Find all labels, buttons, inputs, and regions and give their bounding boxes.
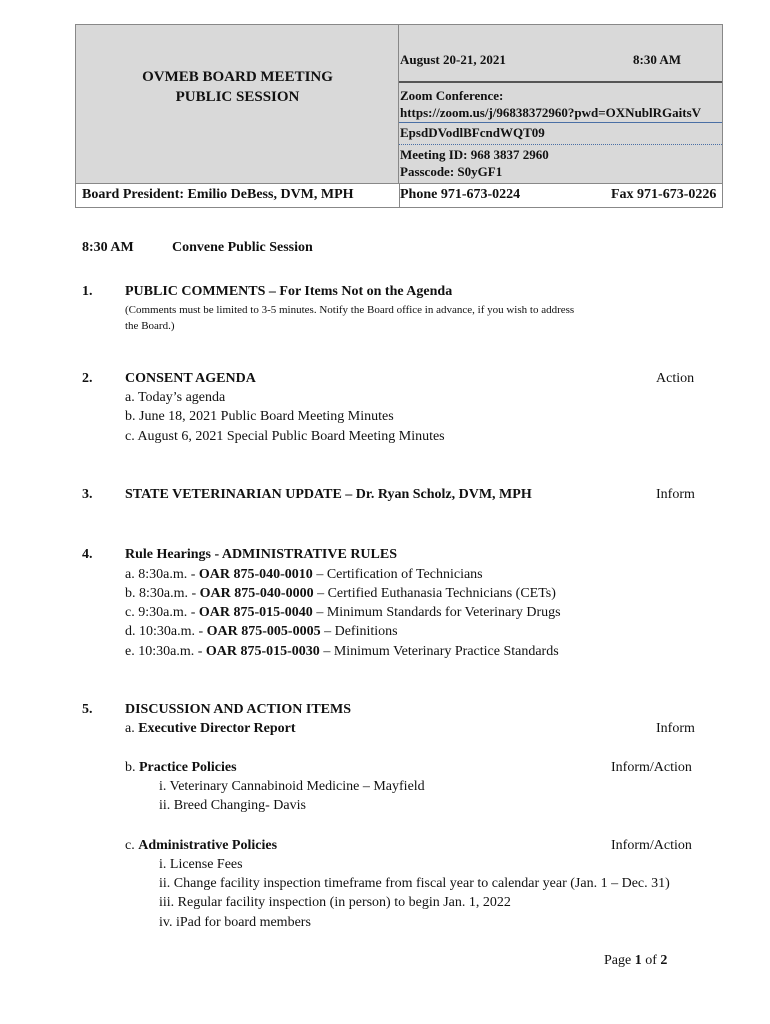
session-title: PUBLIC SESSION	[175, 89, 300, 105]
rule-item-code: OAR 875-005-0005	[206, 624, 321, 639]
header-table	[75, 24, 723, 208]
item-5c-title: Administrative Policies	[138, 838, 278, 853]
rule-item-desc: – Definitions	[320, 624, 398, 639]
phone-number: Phone 971-673-0224	[400, 187, 521, 202]
header-footer-divider	[399, 183, 400, 207]
item-2b: b. June 18, 2021 Public Board Meeting Minutes	[125, 409, 394, 424]
item-3-number: 3.	[82, 487, 93, 502]
rule-item-code: OAR 875-015-0040	[198, 605, 313, 620]
item-5c-status: Inform/Action	[611, 838, 692, 853]
item-1-number: 1.	[82, 284, 93, 299]
item-4-title: Rule Hearings - ADMINISTRATIVE RULES	[125, 547, 397, 562]
rule-item-time: c. 9:30a.m. -	[125, 605, 199, 620]
item-5a-title: Executive Director Report	[138, 721, 296, 736]
zoom-link-underline	[399, 122, 722, 123]
item-1-note-line1: (Comments must be limited to 3-5 minutes. Notify the Board office in advance, if you wish to address	[125, 304, 575, 316]
header-title-cell	[76, 25, 399, 183]
item-5-number: 5.	[82, 702, 93, 717]
rule-item	[125, 624, 398, 640]
item-5-title: DISCUSSION AND ACTION ITEMS	[125, 702, 352, 717]
item-5c-ii: ii. Change facility inspection timeframe from fiscal year to calendar year (Jan. 1 – Dec. 31)	[159, 876, 670, 891]
rule-item-desc: – Minimum Veterinary Practice Standards	[319, 644, 559, 659]
meeting-date: August 20-21, 2021	[400, 52, 506, 67]
page-total: 2	[660, 953, 668, 968]
item-5a-status: Inform	[656, 721, 695, 736]
item-2-status: Action	[656, 371, 695, 386]
convene-time: 8:30 AM	[82, 240, 134, 255]
item-5c-iii: iii. Regular facility inspection (in person) to begin Jan. 1, 2022	[159, 895, 511, 910]
item-5c-prefix: c.	[125, 838, 139, 853]
rule-item-time: e. 10:30a.m. -	[125, 644, 206, 659]
rule-item	[125, 567, 483, 583]
item-5a	[125, 721, 296, 737]
rule-item	[125, 605, 561, 621]
item-5b-ii: ii. Breed Changing- Davis	[159, 798, 306, 813]
rule-item-code: OAR 875-040-0010	[198, 567, 313, 582]
passcode: Passcode: S0yGF1	[400, 164, 503, 179]
rule-item-code: OAR 875-040-0000	[199, 586, 314, 601]
rule-item-desc: – Minimum Standards for Veterinary Drugs	[312, 605, 561, 620]
item-2c: c. August 6, 2021 Special Public Board Meeting Minutes	[125, 429, 445, 444]
fax-number: Fax 971-673-0226	[611, 187, 717, 202]
page-of: of	[641, 953, 661, 968]
zoom-label: Zoom Conference:	[400, 88, 504, 103]
header-rule	[399, 81, 722, 83]
item-5c-i: i. License Fees	[159, 857, 243, 872]
zoom-link-line2[interactable]: EpsdDVodlBFcndWQT09	[400, 125, 545, 140]
item-5c	[125, 838, 277, 854]
rule-item-time: a. 8:30a.m. -	[125, 567, 199, 582]
page-current: 1	[634, 953, 642, 968]
item-4-number: 4.	[82, 547, 93, 562]
rule-item	[125, 644, 559, 660]
meeting-title: OVMEB BOARD MEETING	[142, 69, 333, 85]
rule-item-time: d. 10:30a.m. -	[125, 624, 207, 639]
rule-item-desc: – Certification of Technicians	[312, 567, 483, 582]
convene-label: Convene Public Session	[172, 240, 313, 255]
item-1-note-line2: the Board.)	[125, 320, 175, 332]
board-president: Board President: Emilio DeBess, DVM, MPH	[82, 187, 354, 202]
rule-item-desc: – Certified Euthanasia Technicians (CETs)	[313, 586, 556, 601]
item-3-title: STATE VETERINARIAN UPDATE – Dr. Ryan Scholz, DVM, MPH	[125, 487, 532, 502]
zoom-link-line1[interactable]: https://zoom.us/j/96838372960?pwd=OXNublRGaitsV	[400, 105, 702, 120]
meeting-time: 8:30 AM	[633, 52, 682, 67]
item-3-status: Inform	[656, 487, 695, 502]
item-5b-prefix: b.	[125, 760, 139, 775]
item-2a: a. Today’s agenda	[125, 390, 226, 405]
rule-item-time: b. 8:30a.m. -	[125, 586, 200, 601]
page-number	[604, 953, 667, 969]
meeting-id: Meeting ID: 968 3837 2960	[400, 147, 549, 162]
item-2-title: CONSENT AGENDA	[125, 371, 256, 386]
zoom-link-dotted-rule	[399, 144, 722, 145]
item-2-number: 2.	[82, 371, 93, 386]
item-5b	[125, 760, 237, 776]
item-5b-i: i. Veterinary Cannabinoid Medicine – Mayfield	[159, 779, 425, 794]
item-5b-status: Inform/Action	[611, 760, 692, 775]
rule-item-code: OAR 875-015-0030	[205, 644, 320, 659]
item-5c-iv: iv. iPad for board members	[159, 915, 311, 930]
page-prefix: Page	[604, 953, 635, 968]
item-5a-prefix: a.	[125, 721, 139, 736]
item-1-title: PUBLIC COMMENTS – For Items Not on the Agenda	[125, 284, 453, 299]
item-5b-title: Practice Policies	[139, 760, 237, 775]
rule-item	[125, 586, 556, 602]
